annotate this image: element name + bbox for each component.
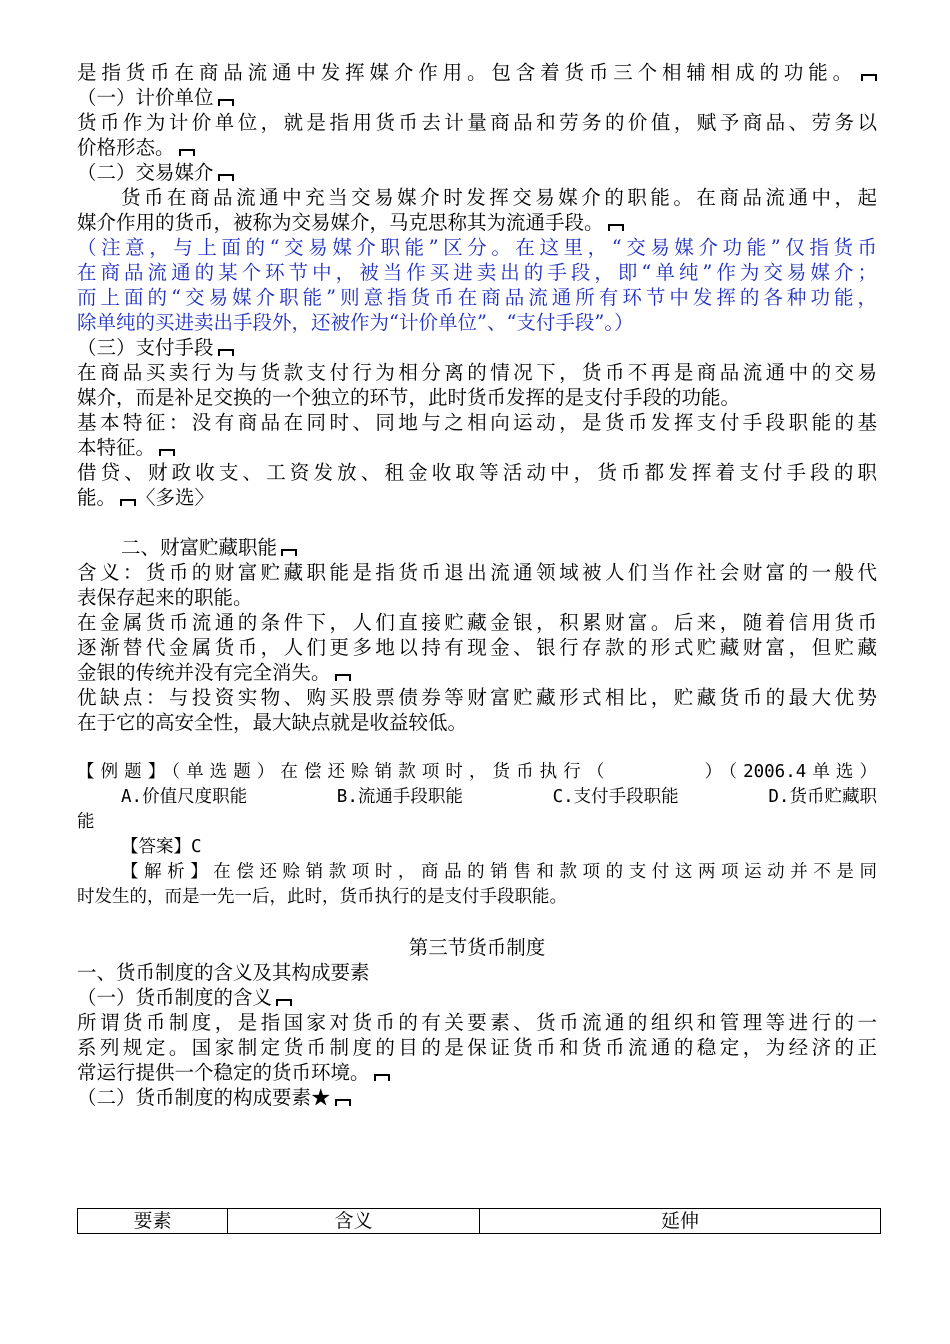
example-answer: 【答案】C [121, 837, 202, 857]
text-line: 基本特征：没有商品在同时、同地与之相向运动，是货币发挥支付手段职能的基 [77, 411, 877, 434]
example-question: 【例题】（单选题）在偿还赊销款项时，货币执行（ ）（2006.4单选） [77, 762, 877, 782]
example-explanation: 时发生的，而是一先一后，此时，货币执行的是支付手段职能。 [77, 887, 567, 907]
text-line: 金银的传统并没有完全消失。 [77, 660, 877, 685]
edit-mark-icon [861, 74, 877, 81]
section-heading: 二、财富贮藏职能 [77, 535, 877, 560]
table-header-cell: 延伸 [480, 1209, 881, 1234]
table-header-cell: 要素 [78, 1209, 228, 1234]
example-options [77, 785, 877, 810]
subheading: （二）交易媒介 [77, 160, 877, 185]
note-line: （注意，与上面的“交易媒介职能”区分。在这里，“交易媒介功能”仅指货币 [77, 236, 877, 259]
text-line: 能。 〈多选〉 [77, 486, 215, 509]
elements-table [77, 1208, 881, 1234]
note-line: 而上面的“交易媒介职能”则意指货币在商品流通所有环节中发挥的各种功能， [77, 286, 877, 309]
subheading: （一）计价单位 [77, 85, 877, 110]
subheading: （三）支付手段 [77, 335, 877, 360]
edit-mark-icon [159, 449, 175, 456]
document-body [77, 60, 877, 1110]
option-d-wrap: 能 [77, 812, 95, 832]
example-explanation: 【解析】在偿还赊销款项时，商品的销售和款项的支付这两项运动并不是同 [121, 862, 877, 882]
edit-mark-icon [179, 149, 195, 156]
text-line: 所谓货币制度，是指国家对货币的有关要素、货币流通的组织和管理等进行的一 [77, 1011, 877, 1034]
table-header-row [78, 1209, 881, 1234]
note-line: 在商品流通的某个环节中，被当作买进卖出的手段，即“单纯”作为交易媒介； [77, 261, 877, 284]
text-line: 是指货币在商品流通中发挥媒介作用。包含着货币三个相辅相成的功能。 [77, 60, 877, 85]
edit-mark-icon [374, 1074, 390, 1081]
edit-mark-icon [218, 99, 234, 106]
edit-mark-icon [218, 349, 234, 356]
edit-mark-icon [281, 549, 297, 556]
text-line: 在于它的高安全性，最大缺点就是收益较低。 [77, 711, 468, 734]
text-line: 价格形态。 [77, 135, 877, 160]
subheading: （二）货币制度的构成要素★ [77, 1085, 877, 1110]
section-heading: 一、货币制度的含义及其构成要素 [77, 961, 370, 984]
note-line: 除单纯的买进卖出手段外，还被作为“计价单位”、“支付手段”。） [77, 311, 634, 334]
section-title: 第三节货币制度 [408, 936, 546, 959]
option-b: B.流通手段职能 [336, 787, 463, 807]
option-a: A.价值尺度职能 [121, 787, 248, 807]
text-line: 媒介，而是补足交换的一个独立的环节，此时货币发挥的是支付手段的功能。 [77, 386, 741, 409]
text-line: 常运行提供一个稳定的货币环境。 [77, 1060, 877, 1085]
table-header-cell: 含义 [228, 1209, 480, 1234]
text-line: 优缺点：与投资实物、购买股票债券等财富贮藏形式相比，贮藏货币的最大优势 [77, 686, 877, 709]
edit-mark-icon [608, 224, 624, 231]
multi-choice-tag: 〈多选〉 [136, 486, 215, 509]
option-d: D.货币贮藏职 [768, 787, 877, 807]
text-line: 含义：货币的财富贮藏职能是指货币退出流通领域被人们当作社会财富的一般代 [77, 561, 877, 584]
text-line: 本特征。 [77, 435, 877, 460]
text-line: 借贷、财政收支、工资发放、租金收取等活动中，货币都发挥着支付手段的职 [77, 461, 877, 484]
text-line: 在商品买卖行为与货款支付行为相分离的情况下，货币不再是商品流通中的交易 [77, 361, 877, 384]
text-line: 货币作为计价单位，就是指用货币去计量商品和劳务的价值，赋予商品、劳务以 [77, 111, 877, 134]
edit-mark-icon [218, 174, 234, 181]
edit-mark-icon [276, 999, 292, 1006]
text-line: 媒介作用的货币，被称为交易媒介，马克思称其为流通手段。 [77, 210, 877, 235]
edit-mark-icon [335, 1099, 351, 1106]
subheading: （一）货币制度的含义 [77, 985, 877, 1010]
option-c: C.支付手段职能 [552, 787, 679, 807]
text-line: 货币在商品流通中充当交易媒介时发挥交易媒介的职能。在商品流通中，起 [121, 186, 877, 209]
edit-mark-icon [335, 674, 351, 681]
edit-mark-icon [120, 499, 136, 506]
text-line: 表保存起来的职能。 [77, 586, 253, 609]
text-line: 逐渐替代金属货币，人们更多地以持有现金、银行存款的形式贮藏财富，但贮藏 [77, 636, 877, 659]
text-line: 系列规定。国家制定货币制度的目的是保证货币和货币流通的稳定，为经济的正 [77, 1036, 877, 1059]
text-line: 在金属货币流通的条件下，人们直接贮藏金银，积累财富。后来，随着信用货币 [77, 611, 877, 634]
